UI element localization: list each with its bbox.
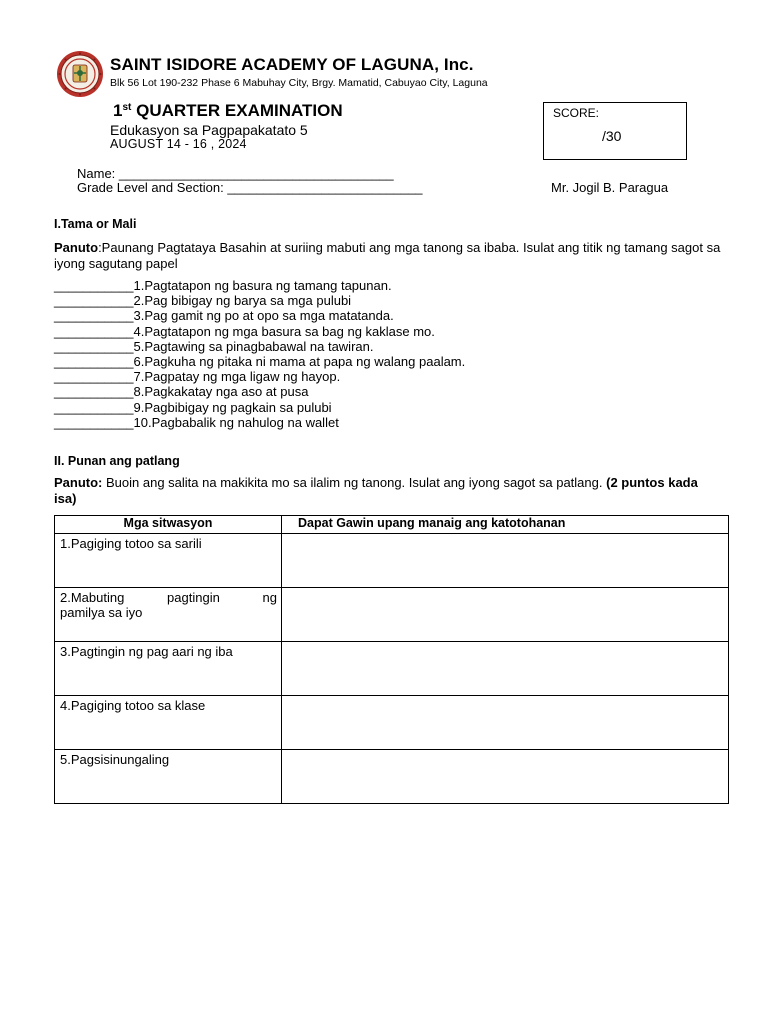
situation-cell: 5.Pagsisinungaling bbox=[55, 750, 282, 804]
situation-cell-line2: pamilya sa iyo bbox=[60, 605, 143, 620]
part2-instr-points: (2 puntos kada isa) bbox=[54, 475, 698, 506]
answer-cell[interactable] bbox=[282, 642, 729, 696]
part1-item-list bbox=[54, 278, 465, 430]
exam-title bbox=[113, 101, 343, 121]
exam-ordinal: 1 bbox=[113, 101, 123, 120]
school-suffix: Inc. bbox=[443, 55, 474, 74]
part2-instructions bbox=[54, 475, 722, 506]
school-seal-logo bbox=[56, 50, 104, 98]
part1-instructions bbox=[54, 240, 722, 271]
teacher-name: Mr. Jogil B. Paragua bbox=[551, 180, 669, 195]
answer-cell[interactable] bbox=[282, 588, 729, 642]
answer-cell[interactable] bbox=[282, 696, 729, 750]
table-row bbox=[55, 750, 729, 804]
table-row bbox=[55, 588, 729, 642]
part1-item[interactable]: ___________5.Pagtawing sa pinagbabawal na tawiran. bbox=[54, 338, 374, 354]
part2-title: II. Punan ang patlang bbox=[54, 454, 180, 468]
part1-item[interactable]: ___________9.Pagbibigay ng pagkain sa pulubi bbox=[54, 399, 332, 415]
part1-item[interactable]: ___________10.Pagbabalik ng nahulog na wallet bbox=[54, 414, 339, 430]
table-row bbox=[55, 642, 729, 696]
situation-cell: 1.Pagiging totoo sa sarili bbox=[55, 534, 282, 588]
part1-item[interactable]: ___________2.Pag bibigay ng barya sa mga pulubi bbox=[54, 293, 352, 309]
part1-instr-text: :Paunang Pagtataya Basahin at suriing mabuti ang mga tanong sa ibaba. Isulat ang titik ng tamang sagot sa iyong sagutang papel bbox=[54, 240, 721, 271]
school-name bbox=[110, 55, 474, 75]
situations-table bbox=[54, 515, 729, 804]
subject: Edukasyon sa Pagpapakatato 5 bbox=[110, 122, 308, 138]
name-field[interactable]: Name: ______________________________________ bbox=[77, 166, 394, 181]
situation-cell bbox=[55, 588, 282, 642]
table-row bbox=[55, 534, 729, 588]
part1-title: I.Tama or Mali bbox=[54, 217, 137, 231]
situation-cell-line1: 2.Mabuting pagtingin ng bbox=[60, 590, 277, 605]
exam-date: AUGUST 14 - 16 , 2024 bbox=[110, 137, 247, 151]
part2-instr-label: Panuto: bbox=[54, 475, 103, 490]
table-header-row bbox=[55, 516, 729, 534]
exam-title-text: QUARTER EXAMINATION bbox=[136, 101, 343, 120]
part1-item[interactable]: ___________8.Pagkakatay nga aso at pusa bbox=[54, 384, 309, 400]
part1-instr-label: Panuto bbox=[54, 240, 99, 255]
part1-item[interactable]: ___________6.Pagkuha ng pitaka ni mama at papa ng walang paalam. bbox=[54, 354, 466, 370]
answer-cell[interactable] bbox=[282, 534, 729, 588]
table-row bbox=[55, 696, 729, 750]
grade-section-field[interactable]: Grade Level and Section: ___________________________ bbox=[77, 180, 423, 195]
part1-item[interactable]: ___________1.Pagtatapon ng basura ng tamang tapunan. bbox=[54, 278, 392, 293]
part2-instr-text: Buoin ang salita na makikita mo sa ilalim ng tanong. Isulat ang iyong sagot sa patlang. bbox=[102, 475, 603, 490]
answer-cell[interactable] bbox=[282, 750, 729, 804]
school-name-text: SAINT ISIDORE ACADEMY OF LAGUNA, bbox=[110, 55, 440, 74]
part1-item[interactable]: ___________4.Pagtatapon ng mga basura sa bag ng kaklase mo. bbox=[54, 323, 435, 339]
situation-cell: 4.Pagiging totoo sa klase bbox=[55, 696, 282, 750]
score-value: /30 bbox=[602, 128, 622, 144]
exam-ordinal-suffix: st bbox=[122, 102, 132, 113]
part1-item[interactable]: ___________3.Pag gamit ng po at opo sa mga matatanda. bbox=[54, 308, 394, 324]
column-header-actions: Dapat Gawin upang manaig ang katotohanan bbox=[282, 516, 729, 534]
situation-cell: 3.Pagtingin ng pag aari ng iba bbox=[55, 642, 282, 696]
column-header-situations: Mga sitwasyon bbox=[55, 516, 282, 534]
part1-item[interactable]: ___________7.Pagpatay ng mga ligaw ng hayop. bbox=[54, 369, 341, 385]
score-label: SCORE: bbox=[553, 106, 600, 120]
school-address: Blk 56 Lot 190-232 Phase 6 Mabuhay City, Brgy. Mamatid, Cabuyao City, Laguna bbox=[110, 77, 488, 89]
